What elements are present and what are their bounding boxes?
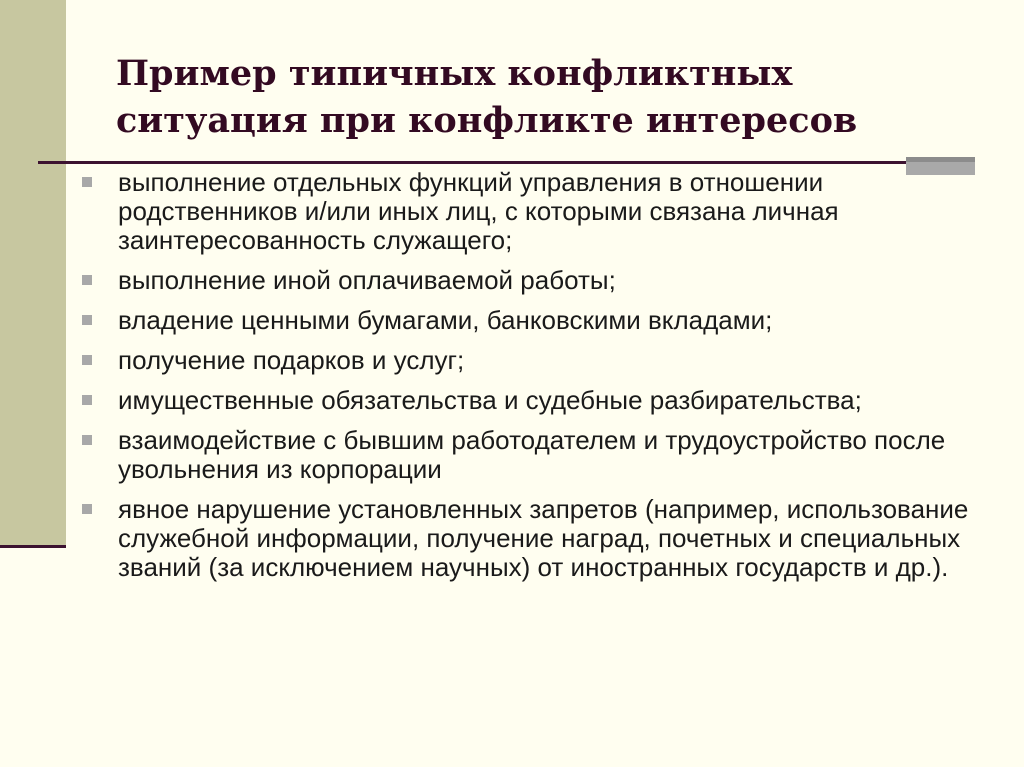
bullet-item [82,168,982,255]
bullet-text: получение подарков и услуг; [118,345,465,375]
square-bullet-icon [82,435,92,445]
square-bullet-icon [82,355,92,365]
square-bullet-icon [82,315,92,325]
bullet-text: явное нарушение установленных запретов (например, использование служебной информации, получение наград, почетных и специальных званий (за исключением научных) от иностранных государств и др.). [118,494,969,582]
square-bullet-icon [82,504,92,514]
title-divider [38,161,906,164]
bullet-list [82,168,982,593]
bullet-item [82,426,982,484]
bullet-text: выполнение иной оплачиваемой работы; [118,265,616,295]
square-bullet-icon [82,177,92,187]
bullet-item [82,306,982,335]
bullet-item [82,346,982,375]
bullet-text: имущественные обязательства и судебные разбирательства; [118,385,862,415]
bullet-text: владение ценными бумагами, банковскими вкладами; [118,305,773,335]
bullet-item [82,386,982,415]
bullet-item [82,495,982,582]
left-accent-bar [0,0,66,546]
bullet-text: взаимодействие с бывшим работодателем и трудоустройство после увольнения из корпорации [118,425,946,484]
left-accent-underline [0,545,66,548]
bullet-item [82,266,982,295]
bullet-text: выполнение отдельных функций управления в отношении родственников и/или иных лиц, с которыми связана личная заинтересованность служащего; [118,167,839,255]
square-bullet-icon [82,275,92,285]
square-bullet-icon [82,395,92,405]
slide-title: Пример типичных конфликтных ситуация при конфликте интересов [116,53,858,141]
